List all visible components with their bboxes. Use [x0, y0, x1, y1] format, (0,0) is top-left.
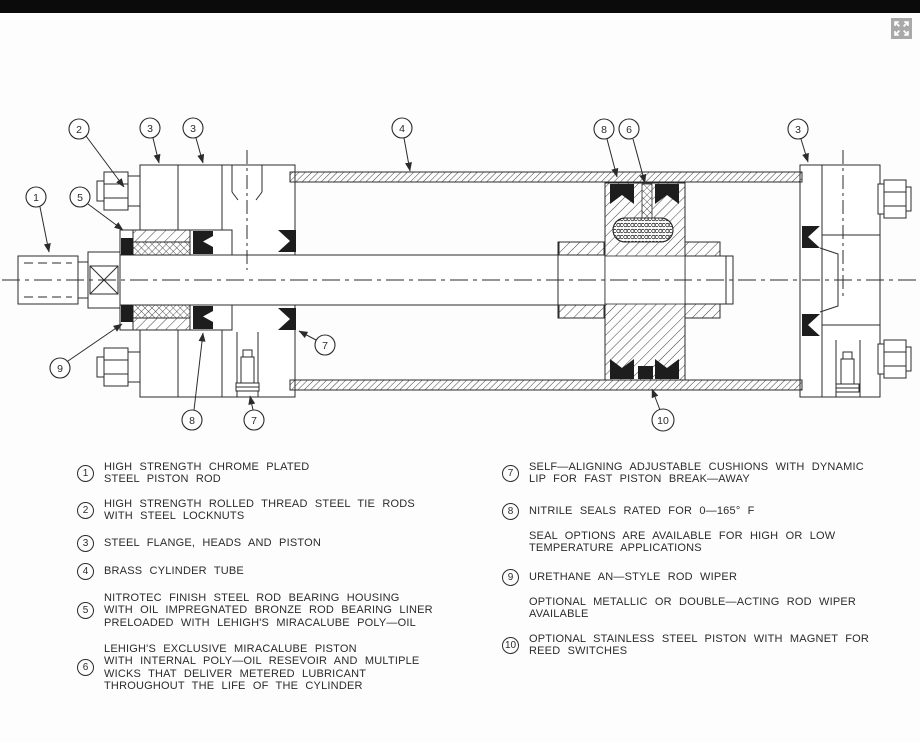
- balloon-2: [69, 119, 89, 139]
- legend-line: SELF—ALIGNING ADJUSTABLE CUSHIONS WITH DYNAMIC: [529, 461, 864, 473]
- legend-line: OPTIONAL STAINLESS STEEL PISTON WITH MAGNET FOR: [529, 633, 870, 645]
- legend-line: THROUGHOUT THE LIFE OF THE CYLINDER: [104, 680, 363, 693]
- balloon-8a: [594, 119, 614, 139]
- legend-item-number: 9: [502, 569, 519, 586]
- legend-item-5: [77, 592, 433, 629]
- balloon-7a: [244, 410, 264, 430]
- balloon-9: [50, 358, 70, 378]
- legend-line: TEMPERATURE APPLICATIONS: [529, 542, 702, 555]
- svg-text:5: 5: [77, 191, 83, 204]
- legend-line: NITROTEC FINISH STEEL ROD BEARING HOUSING: [104, 592, 400, 604]
- legend-line: PRELOADED WITH LEHIGH'S MIRACALUBE POLY—OIL: [104, 616, 416, 629]
- legend-item-number: 10: [502, 637, 519, 654]
- svg-text:3: 3: [795, 123, 801, 136]
- balloon-3b: [183, 118, 203, 138]
- legend-line: WITH INTERNAL POLY—OIL RESEVOIR AND MULTIPLE: [104, 655, 420, 668]
- legend-line: LIP FOR FAST PISTON BREAK—AWAY: [529, 473, 750, 486]
- legend-item-6: [77, 643, 419, 693]
- legend-item-number: 4: [77, 563, 94, 580]
- balloon-4: [392, 118, 412, 138]
- balloon-6: [619, 119, 639, 139]
- legend-line: BRASS CYLINDER TUBE: [104, 565, 244, 578]
- right-cap: [800, 165, 911, 397]
- svg-text:8: 8: [189, 414, 195, 427]
- legend-line: HIGH STRENGTH ROLLED THREAD STEEL TIE RODS: [104, 498, 415, 510]
- legend-line: WICKS THAT DELIVER METERED LUBRICANT: [104, 667, 367, 680]
- piston: [605, 183, 685, 380]
- legend-line: WITH OIL IMPREGNATED BRONZE ROD BEARING LINER: [104, 604, 433, 617]
- legend-item-9: [502, 569, 856, 621]
- legend-item-number: 5: [77, 602, 94, 619]
- balloon-10: [652, 409, 674, 431]
- svg-text:7: 7: [322, 339, 328, 352]
- legend-line: AVAILABLE: [529, 608, 589, 621]
- legend-line: REED SWITCHES: [529, 645, 628, 658]
- balloon-8b: [182, 410, 202, 430]
- legend-line: HIGH STRENGTH CHROME PLATED: [104, 461, 310, 473]
- legend-item-number: 7: [502, 465, 519, 482]
- legend-line: NITRILE SEALS RATED FOR 0—165° F: [529, 505, 755, 518]
- svg-text:7: 7: [251, 414, 257, 427]
- svg-text:9: 9: [57, 362, 63, 375]
- balloon-5: [70, 187, 90, 207]
- legend-item-number: 2: [77, 502, 94, 519]
- legend-item-4: [77, 563, 244, 580]
- legend-item-7: [502, 461, 864, 486]
- legend-item-10: [502, 633, 869, 658]
- legend-line: OPTIONAL METALLIC OR DOUBLE—ACTING ROD WIPER: [529, 596, 857, 608]
- svg-text:6: 6: [626, 123, 632, 136]
- svg-text:3: 3: [190, 122, 196, 135]
- balloon-7b: [315, 335, 335, 355]
- legend-item-number: 6: [77, 659, 94, 676]
- legend-item-8: [502, 503, 835, 555]
- legend-item-number: 1: [77, 465, 94, 482]
- legend-item-number: 3: [77, 535, 94, 552]
- svg-text:4: 4: [399, 122, 405, 135]
- svg-text:1: 1: [33, 191, 39, 204]
- legend-line: SEAL OPTIONS ARE AVAILABLE FOR HIGH OR LOW: [529, 530, 836, 542]
- legend-item-number: 8: [502, 503, 519, 520]
- svg-text:2: 2: [76, 123, 82, 136]
- legend-line: URETHANE AN—STYLE ROD WIPER: [529, 571, 738, 584]
- svg-text:10: 10: [657, 414, 669, 427]
- svg-text:3: 3: [147, 122, 153, 135]
- legend-item-2: [77, 498, 415, 523]
- legend-item-3: [77, 535, 321, 552]
- legend-line: WITH STEEL LOCKNUTS: [104, 510, 245, 523]
- svg-text:8: 8: [601, 123, 607, 136]
- legend-line: STEEL PISTON ROD: [104, 473, 221, 486]
- balloon-3c: [788, 119, 808, 139]
- balloon-1: [26, 187, 46, 207]
- legend-line: STEEL FLANGE, HEADS AND PISTON: [104, 537, 321, 550]
- balloon-3a: [140, 118, 160, 138]
- legend-line: LEHIGH'S EXCLUSIVE MIRACALUBE PISTON: [104, 643, 357, 655]
- legend-item-1: [77, 461, 309, 486]
